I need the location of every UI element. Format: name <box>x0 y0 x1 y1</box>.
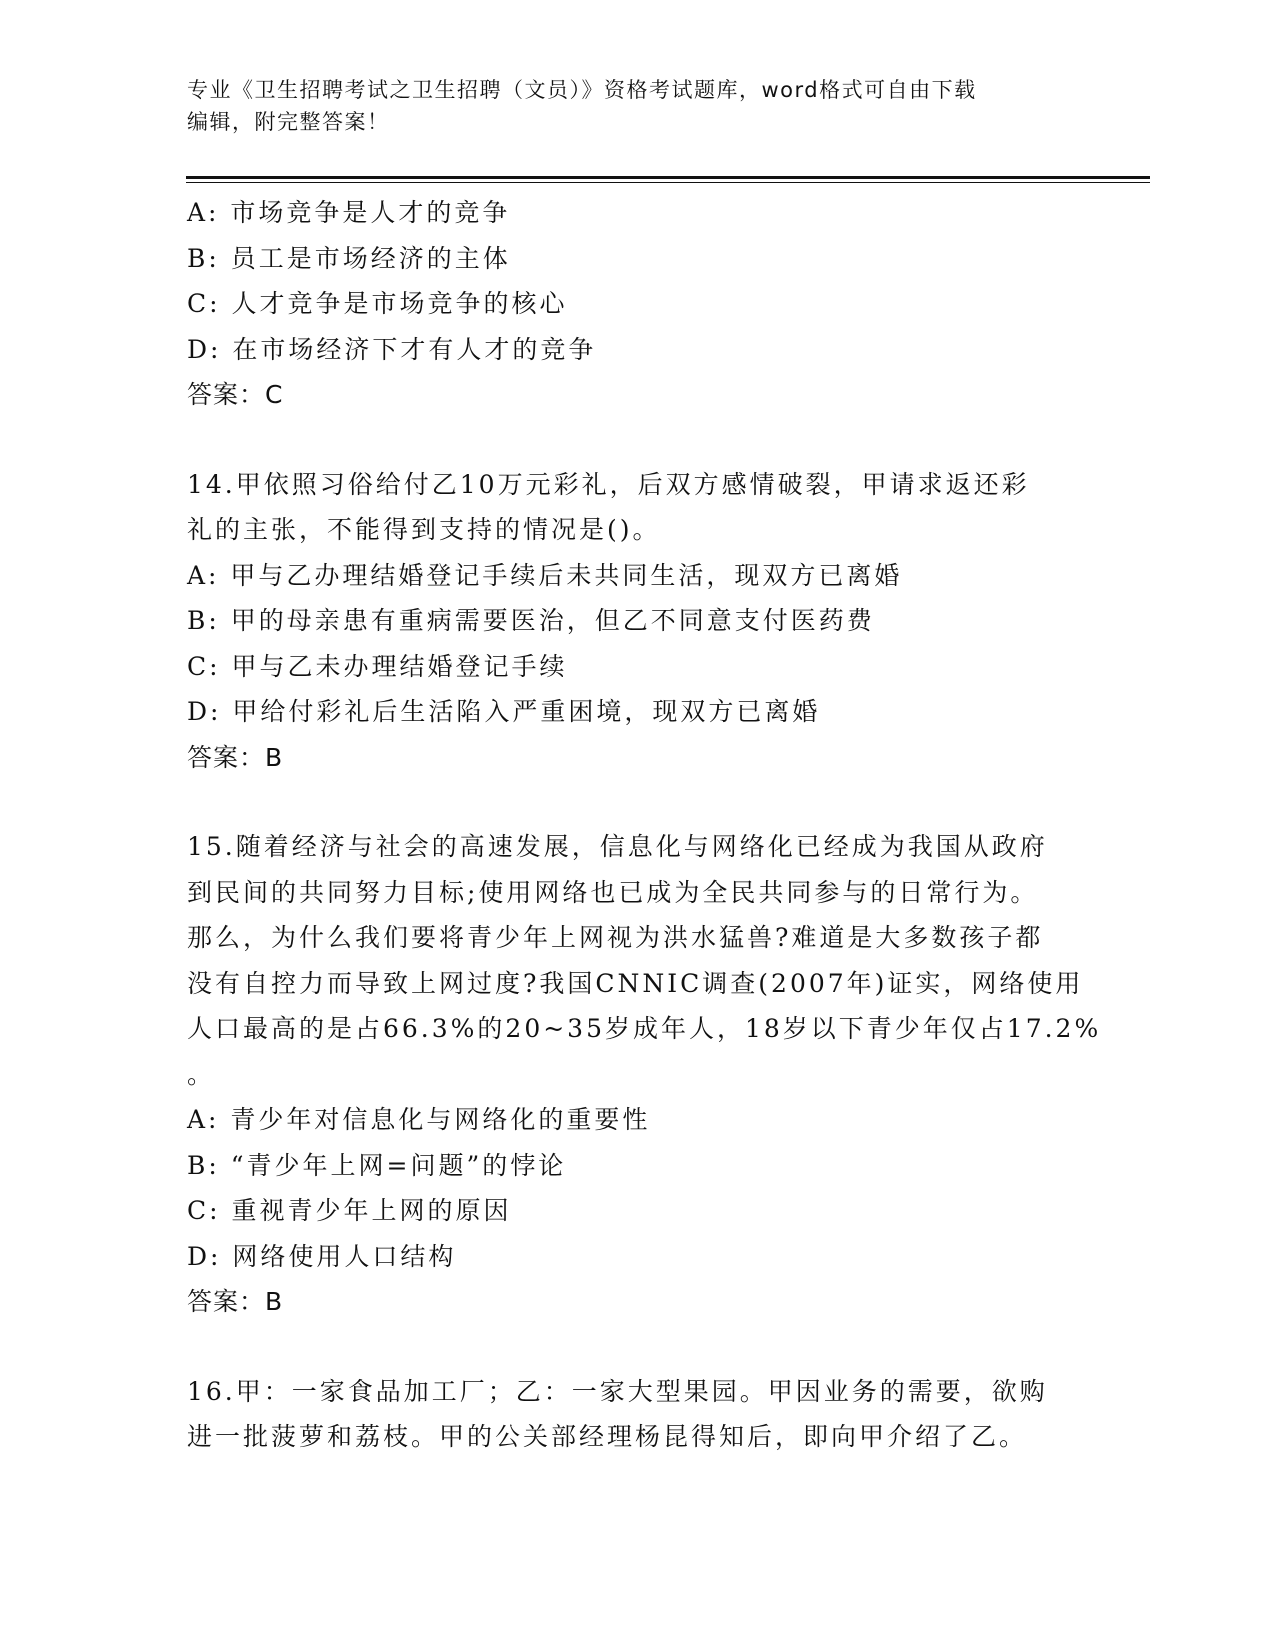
q14-answer: 答案：B <box>187 742 284 772</box>
document-header <box>187 74 1067 138</box>
spacer <box>187 1325 1087 1369</box>
q14-option-a: A: 甲与乙办理结婚登记手续后未共同生活，现双方已离婚 <box>187 560 903 590</box>
q13-option-c: C: 人才竞争是市场竞争的核心 <box>187 289 568 318</box>
spacer <box>187 780 1087 824</box>
q14-option-b: B: 甲的母亲患有重病需要医治，但乙不同意支付医药费 <box>187 606 875 635</box>
q15-text-line-1: 15.随着经济与社会的高速发展，信息化与网络化已经成为我国从政府 <box>187 832 1048 861</box>
header-line-1: 专业《卫生招聘考试之卫生招聘（文员）》资格考试题库，word格式可自由下载 <box>187 78 977 102</box>
spacer <box>187 418 1087 462</box>
q15-text-line-4: 没有自控力而导致上网过度?我国CNNIC调查(2007年)证实，网络使用 <box>187 968 1084 998</box>
q15-option-b: B: “青少年上网=问题”的悖论 <box>187 1150 567 1180</box>
header-line-2: 编辑，附完整答案！ <box>187 110 390 134</box>
q16-text-line-1: 16.甲：一家食品加工厂；乙：一家大型果园。甲因业务的需要，欲购 <box>187 1376 1048 1406</box>
q15-text-line-3: 那么，为什么我们要将青少年上网视为洪水猛兽?难道是大多数孩子都 <box>187 923 1044 952</box>
q15-answer: 答案：B <box>187 1287 284 1316</box>
question-13-block <box>187 190 1087 418</box>
q15-option-d: D: 网络使用人口结构 <box>187 1241 457 1271</box>
header-rule-thick <box>186 176 1150 179</box>
document-body <box>187 190 1102 1460</box>
q15-text-line-2: 到民间的共同努力目标;使用网络也已成为全民共同参与的日常行为。 <box>187 877 1039 907</box>
q15-option-a: A: 青少年对信息化与网络化的重要性 <box>187 1105 651 1134</box>
question-15-block <box>187 824 1102 1325</box>
q14-text-line-2: 礼的主张，不能得到支持的情况是()。 <box>187 515 661 544</box>
q14-option-d: D: 甲给付彩礼后生活陷入严重困境，现双方已离婚 <box>187 697 821 726</box>
question-16-block <box>187 1369 1087 1460</box>
q13-option-d: D: 在市场经济下才有人才的竞争 <box>187 334 597 364</box>
question-14-block <box>187 462 1087 781</box>
q15-text-line-6: 。 <box>187 1059 216 1089</box>
q16-text-line-2: 进一批菠萝和荔枝。甲的公关部经理杨昆得知后，即向甲介绍了乙。 <box>187 1422 1028 1451</box>
q13-option-a: A: 市场竞争是人才的竞争 <box>187 198 511 227</box>
q13-answer: 答案：C <box>187 380 284 409</box>
q15-text-line-5: 人口最高的是占66.3%的20~35岁成年人，18岁以下青少年仅占17.2% <box>187 1014 1102 1043</box>
q14-option-c: C: 甲与乙未办理结婚登记手续 <box>187 651 568 681</box>
q14-text-line-1: 14.甲依照习俗给付乙10万元彩礼，后双方感情破裂，甲请求返还彩 <box>187 469 1030 499</box>
header-rule-thin <box>186 182 1150 183</box>
q13-option-b: B: 员工是市场经济的主体 <box>187 243 511 273</box>
q15-option-c: C: 重视青少年上网的原因 <box>187 1196 512 1225</box>
